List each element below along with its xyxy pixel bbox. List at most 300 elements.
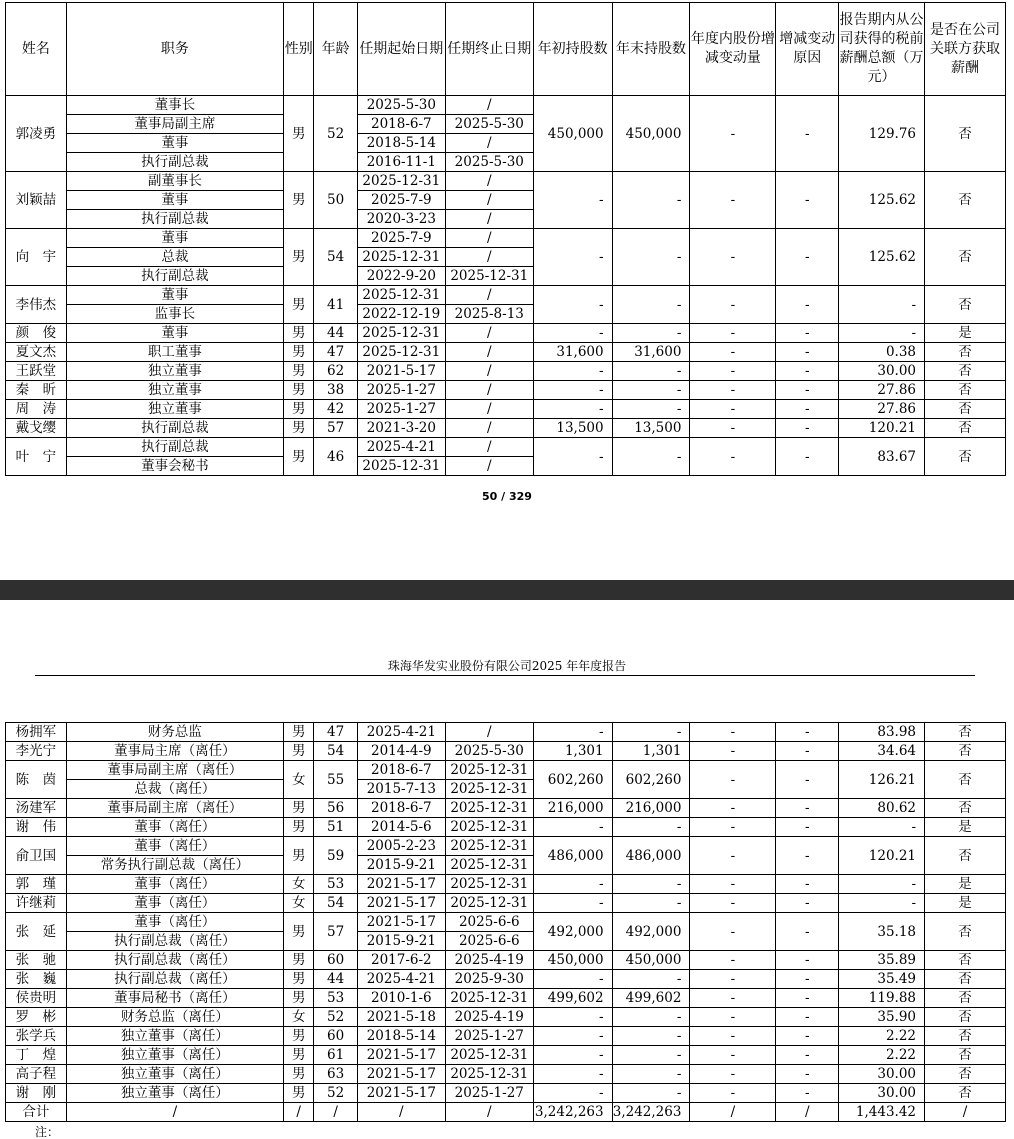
total-related: /: [925, 1103, 1006, 1122]
gender-cell: 男: [284, 1065, 314, 1084]
term-start-date: 2025-12-31: [357, 248, 445, 267]
gender-cell: 男: [284, 362, 314, 381]
end-shares-cell: -: [612, 875, 690, 894]
table-header-row: [6, 3, 1006, 96]
person-name: 张 巍: [6, 970, 67, 989]
change-reason-cell: -: [776, 875, 839, 894]
start-shares-cell: -: [533, 324, 612, 343]
table-row: [6, 837, 1006, 856]
share-change-cell: -: [690, 818, 776, 837]
end-shares-cell: -: [612, 818, 690, 837]
term-end-date: /: [445, 343, 533, 362]
term-start-date: 2014-4-9: [357, 742, 445, 761]
change-reason-cell: -: [776, 723, 839, 742]
gender-cell: 女: [284, 894, 314, 913]
start-shares-cell: -: [533, 438, 612, 476]
term-start-date: 2025-4-21: [357, 438, 445, 457]
gender-cell: 男: [284, 400, 314, 419]
age-cell: 54: [314, 894, 357, 913]
person-name: 杨拥军: [6, 723, 67, 742]
age-cell: 57: [314, 913, 357, 951]
role-title: 独立董事（离任）: [66, 1084, 283, 1103]
change-reason-cell: -: [776, 970, 839, 989]
gender-cell: 男: [284, 989, 314, 1008]
footnote: 注：: [35, 1125, 60, 1139]
related-salary-cell: 否: [925, 951, 1006, 970]
person-name: 周 涛: [6, 400, 67, 419]
col-header-gender: 性别: [284, 3, 314, 96]
gender-cell: 男: [284, 799, 314, 818]
change-reason-cell: -: [776, 438, 839, 476]
term-end-date: /: [445, 286, 533, 305]
table-row: [6, 875, 1006, 894]
change-reason-cell: -: [776, 913, 839, 951]
term-start-date: 2021-5-17: [357, 913, 445, 932]
share-change-cell: -: [690, 438, 776, 476]
page-gap: [0, 580, 1014, 600]
share-change-cell: -: [690, 1065, 776, 1084]
role-title: 董事: [66, 229, 283, 248]
age-cell: 52: [314, 1008, 357, 1027]
start-shares-cell: -: [533, 818, 612, 837]
person-name: 秦 昕: [6, 381, 67, 400]
term-end-date: 2025-5-30: [445, 742, 533, 761]
term-end-date: /: [445, 191, 533, 210]
share-change-cell: -: [690, 761, 776, 799]
person-name: 李光宁: [6, 742, 67, 761]
age-cell: 46: [314, 438, 357, 476]
change-reason-cell: -: [776, 96, 839, 172]
table-row: [6, 951, 1006, 970]
start-shares-cell: -: [533, 1046, 612, 1065]
related-salary-cell: 否: [925, 837, 1006, 875]
term-end-date: 2025-9-30: [445, 970, 533, 989]
share-change-cell: -: [690, 286, 776, 324]
person-name: 丁 煌: [6, 1046, 67, 1065]
table-row: [6, 818, 1006, 837]
term-start-date: 2021-5-17: [357, 1046, 445, 1065]
end-shares-cell: -: [612, 1046, 690, 1065]
change-reason-cell: -: [776, 989, 839, 1008]
person-name: 张 延: [6, 913, 67, 951]
share-change-cell: -: [690, 742, 776, 761]
gender-cell: 男: [284, 438, 314, 476]
role-title: 董事局副主席（离任）: [66, 799, 283, 818]
end-shares-cell: -: [612, 1027, 690, 1046]
age-cell: 44: [314, 324, 357, 343]
end-shares-cell: -: [612, 400, 690, 419]
person-name: 叶 宁: [6, 438, 67, 476]
role-title: 执行副总裁: [66, 438, 283, 457]
gender-cell: 男: [284, 229, 314, 286]
person-name: 谢 伟: [6, 818, 67, 837]
age-cell: 51: [314, 818, 357, 837]
role-title: 常务执行副总裁（离任）: [66, 856, 283, 875]
end-shares-cell: -: [612, 324, 690, 343]
gender-cell: 男: [284, 970, 314, 989]
role-title: 董事局主席（离任）: [66, 742, 283, 761]
role-title: 总裁: [66, 248, 283, 267]
table-row: [6, 343, 1006, 362]
term-start-date: 2021-5-17: [357, 1084, 445, 1103]
role-title: 职工董事: [66, 343, 283, 362]
table-row: [6, 1084, 1006, 1103]
end-shares-cell: -: [612, 1065, 690, 1084]
person-name: 张学兵: [6, 1027, 67, 1046]
table-row: [6, 913, 1006, 932]
related-salary-cell: 否: [925, 438, 1006, 476]
gender-cell: 男: [284, 951, 314, 970]
share-change-cell: -: [690, 96, 776, 172]
col-header-related-salary: 是否在公司关联方获取薪酬: [925, 3, 1006, 96]
related-salary-cell: 否: [925, 913, 1006, 951]
related-salary-cell: 否: [925, 723, 1006, 742]
related-salary-cell: 否: [925, 970, 1006, 989]
total-label: 合计: [6, 1103, 67, 1122]
salary-cell: 35.49: [839, 970, 925, 989]
col-header-name: 姓名: [6, 3, 67, 96]
role-title: 执行副总裁: [66, 267, 283, 286]
change-reason-cell: -: [776, 400, 839, 419]
start-shares-cell: 499,602: [533, 989, 612, 1008]
end-shares-cell: 450,000: [612, 96, 690, 172]
term-start-date: 2018-6-7: [357, 761, 445, 780]
related-salary-cell: 否: [925, 400, 1006, 419]
term-end-date: /: [445, 96, 533, 115]
start-shares-cell: 1,301: [533, 742, 612, 761]
term-start-date: 2025-12-31: [357, 457, 445, 476]
salary-cell: 27.86: [839, 400, 925, 419]
change-reason-cell: -: [776, 324, 839, 343]
salary-cell: 129.76: [839, 96, 925, 172]
end-shares-cell: -: [612, 894, 690, 913]
report-page-51: [0, 600, 1014, 1139]
person-name: 俞卫国: [6, 837, 67, 875]
start-shares-cell: -: [533, 894, 612, 913]
table-row: [6, 989, 1006, 1008]
start-shares-cell: 602,260: [533, 761, 612, 799]
change-reason-cell: -: [776, 362, 839, 381]
related-salary-cell: 否: [925, 96, 1006, 172]
share-change-cell: -: [690, 362, 776, 381]
salary-cell: 0.38: [839, 343, 925, 362]
gender-cell: 男: [284, 419, 314, 438]
col-header-start-date: 任期起始日期: [357, 3, 445, 96]
age-cell: 63: [314, 1065, 357, 1084]
term-start-date: 2025-12-31: [357, 286, 445, 305]
person-name: 王跃堂: [6, 362, 67, 381]
related-salary-cell: 否: [925, 343, 1006, 362]
term-start-date: 2014-5-6: [357, 818, 445, 837]
age-cell: 50: [314, 172, 357, 229]
start-shares-cell: -: [533, 362, 612, 381]
table-row: [6, 970, 1006, 989]
total-reason: /: [776, 1103, 839, 1122]
page-number: 50 / 329: [482, 490, 532, 503]
salary-cell: 80.62: [839, 799, 925, 818]
salary-cell: 2.22: [839, 1027, 925, 1046]
term-start-date: 2021-5-17: [357, 894, 445, 913]
salary-cell: 119.88: [839, 989, 925, 1008]
start-shares-cell: 450,000: [533, 951, 612, 970]
term-end-date: /: [445, 134, 533, 153]
share-change-cell: -: [690, 723, 776, 742]
gender-cell: 男: [284, 1046, 314, 1065]
table-row: [6, 723, 1006, 742]
age-cell: 52: [314, 96, 357, 172]
gender-cell: 男: [284, 172, 314, 229]
person-name: 侯贵明: [6, 989, 67, 1008]
term-end-date: /: [445, 362, 533, 381]
role-title: 董事（离任）: [66, 894, 283, 913]
end-shares-cell: -: [612, 723, 690, 742]
salary-cell: 30.00: [839, 362, 925, 381]
table-row: [6, 438, 1006, 457]
share-change-cell: -: [690, 875, 776, 894]
end-shares-cell: -: [612, 1084, 690, 1103]
start-shares-cell: -: [533, 229, 612, 286]
role-title: 董事（离任）: [66, 837, 283, 856]
gender-cell: 男: [284, 381, 314, 400]
salary-cell: 2.22: [839, 1046, 925, 1065]
related-salary-cell: 否: [925, 761, 1006, 799]
term-start-date: 2025-12-31: [357, 343, 445, 362]
share-change-cell: -: [690, 400, 776, 419]
person-name: 颜 俊: [6, 324, 67, 343]
total-end-shares: 3,242,263: [612, 1103, 690, 1122]
term-start-date: 2022-9-20: [357, 267, 445, 286]
start-shares-cell: 486,000: [533, 837, 612, 875]
change-reason-cell: -: [776, 837, 839, 875]
start-shares-cell: -: [533, 1008, 612, 1027]
role-title: 董事（离任）: [66, 875, 283, 894]
share-change-cell: -: [690, 799, 776, 818]
term-end-date: 2025-12-31: [445, 799, 533, 818]
related-salary-cell: 否: [925, 742, 1006, 761]
start-shares-cell: -: [533, 400, 612, 419]
report-header: 珠海华发实业股份有限公司2025 年年度报告: [387, 659, 627, 673]
term-start-date: 2025-4-21: [357, 970, 445, 989]
term-start-date: 2018-5-14: [357, 1027, 445, 1046]
role-title: 董事长: [66, 96, 283, 115]
director-salary-table-part2: [5, 722, 1006, 1122]
term-end-date: 2025-8-13: [445, 305, 533, 324]
term-end-date: /: [445, 419, 533, 438]
gender-cell: 女: [284, 1008, 314, 1027]
term-end-date: 2025-4-19: [445, 951, 533, 970]
change-reason-cell: -: [776, 1008, 839, 1027]
term-start-date: 2018-5-14: [357, 134, 445, 153]
person-name: 夏文杰: [6, 343, 67, 362]
term-start-date: 2025-7-9: [357, 191, 445, 210]
age-cell: 54: [314, 742, 357, 761]
share-change-cell: -: [690, 172, 776, 229]
term-start-date: 2018-6-7: [357, 799, 445, 818]
change-reason-cell: -: [776, 1046, 839, 1065]
end-shares-cell: 1,301: [612, 742, 690, 761]
salary-cell: 34.64: [839, 742, 925, 761]
term-start-date: 2025-5-30: [357, 96, 445, 115]
change-reason-cell: -: [776, 229, 839, 286]
share-change-cell: -: [690, 381, 776, 400]
age-cell: 61: [314, 1046, 357, 1065]
term-start-date: 2015-9-21: [357, 932, 445, 951]
related-salary-cell: 是: [925, 818, 1006, 837]
term-start-date: 2025-7-9: [357, 229, 445, 248]
related-salary-cell: 否: [925, 989, 1006, 1008]
total-age: /: [314, 1103, 357, 1122]
end-shares-cell: -: [612, 172, 690, 229]
role-title: 独立董事（离任）: [66, 1065, 283, 1084]
end-shares-cell: 31,600: [612, 343, 690, 362]
change-reason-cell: -: [776, 1084, 839, 1103]
term-start-date: 2020-3-23: [357, 210, 445, 229]
term-start-date: 2018-6-7: [357, 115, 445, 134]
age-cell: 42: [314, 400, 357, 419]
table-row: [6, 286, 1006, 305]
term-end-date: /: [445, 324, 533, 343]
col-header-age: 年龄: [314, 3, 357, 96]
role-title: 独立董事: [66, 362, 283, 381]
term-end-date: 2025-12-31: [445, 761, 533, 780]
change-reason-cell: -: [776, 286, 839, 324]
role-title: 董事: [66, 191, 283, 210]
term-end-date: /: [445, 248, 533, 267]
salary-cell: 126.21: [839, 761, 925, 799]
end-shares-cell: 13,500: [612, 419, 690, 438]
share-change-cell: -: [690, 1084, 776, 1103]
term-start-date: 2005-2-23: [357, 837, 445, 856]
salary-cell: 125.62: [839, 172, 925, 229]
role-title: 董事（离任）: [66, 913, 283, 932]
related-salary-cell: 否: [925, 1065, 1006, 1084]
term-start-date: 2025-12-31: [357, 324, 445, 343]
start-shares-cell: -: [533, 1027, 612, 1046]
share-change-cell: -: [690, 324, 776, 343]
age-cell: 53: [314, 989, 357, 1008]
related-salary-cell: 否: [925, 229, 1006, 286]
gender-cell: 男: [284, 324, 314, 343]
change-reason-cell: -: [776, 951, 839, 970]
end-shares-cell: -: [612, 381, 690, 400]
table-row: [6, 742, 1006, 761]
term-end-date: 2025-12-31: [445, 267, 533, 286]
age-cell: 62: [314, 362, 357, 381]
change-reason-cell: -: [776, 761, 839, 799]
end-shares-cell: 486,000: [612, 837, 690, 875]
term-end-date: 2025-12-31: [445, 1065, 533, 1084]
role-title: 执行副总裁: [66, 419, 283, 438]
start-shares-cell: -: [533, 172, 612, 229]
share-change-cell: -: [690, 837, 776, 875]
term-end-date: 2025-4-19: [445, 1008, 533, 1027]
col-header-title: 职务: [66, 3, 283, 96]
total-gender: /: [284, 1103, 314, 1122]
start-shares-cell: 13,500: [533, 419, 612, 438]
term-end-date: /: [445, 229, 533, 248]
term-start-date: 2010-1-6: [357, 989, 445, 1008]
table-row: [6, 362, 1006, 381]
salary-cell: -: [839, 324, 925, 343]
term-start-date: 2025-4-21: [357, 723, 445, 742]
term-end-date: 2025-6-6: [445, 932, 533, 951]
age-cell: 47: [314, 723, 357, 742]
gender-cell: 男: [284, 818, 314, 837]
total-start: /: [357, 1103, 445, 1122]
term-end-date: 2025-12-31: [445, 894, 533, 913]
term-end-date: 2025-12-31: [445, 837, 533, 856]
person-name: 谢 刚: [6, 1084, 67, 1103]
salary-cell: 83.67: [839, 438, 925, 476]
change-reason-cell: -: [776, 894, 839, 913]
person-name: 陈 茵: [6, 761, 67, 799]
change-reason-cell: -: [776, 172, 839, 229]
table-row: [6, 324, 1006, 343]
share-change-cell: -: [690, 989, 776, 1008]
age-cell: 44: [314, 970, 357, 989]
age-cell: 52: [314, 1084, 357, 1103]
role-title: 董事: [66, 324, 283, 343]
salary-cell: 120.21: [839, 837, 925, 875]
role-title: 执行副总裁: [66, 210, 283, 229]
term-start-date: 2017-6-2: [357, 951, 445, 970]
role-title: 董事（离任）: [66, 818, 283, 837]
salary-cell: -: [839, 286, 925, 324]
start-shares-cell: 216,000: [533, 799, 612, 818]
salary-cell: 27.86: [839, 381, 925, 400]
role-title: 董事会秘书: [66, 457, 283, 476]
role-title: 总裁（离任）: [66, 780, 283, 799]
end-shares-cell: -: [612, 286, 690, 324]
related-salary-cell: 否: [925, 286, 1006, 324]
salary-cell: -: [839, 818, 925, 837]
salary-cell: -: [839, 894, 925, 913]
role-title: 监事长: [66, 305, 283, 324]
term-end-date: 2025-1-27: [445, 1027, 533, 1046]
term-end-date: 2025-12-31: [445, 818, 533, 837]
col-header-end-date: 任期终止日期: [445, 3, 533, 96]
total-start-shares: 3,242,263: [533, 1103, 612, 1122]
change-reason-cell: -: [776, 742, 839, 761]
share-change-cell: -: [690, 1008, 776, 1027]
end-shares-cell: -: [612, 362, 690, 381]
end-shares-cell: -: [612, 1008, 690, 1027]
change-reason-cell: -: [776, 343, 839, 362]
share-change-cell: -: [690, 913, 776, 951]
gender-cell: 男: [284, 96, 314, 172]
term-end-date: /: [445, 381, 533, 400]
change-reason-cell: -: [776, 1027, 839, 1046]
end-shares-cell: 499,602: [612, 989, 690, 1008]
age-cell: 54: [314, 229, 357, 286]
term-end-date: /: [445, 438, 533, 457]
role-title: 执行副总裁（离任）: [66, 951, 283, 970]
term-start-date: 2022-12-19: [357, 305, 445, 324]
person-name: 高子程: [6, 1065, 67, 1084]
start-shares-cell: -: [533, 1065, 612, 1084]
age-cell: 60: [314, 951, 357, 970]
col-header-end-shares: 年末持股数: [612, 3, 690, 96]
term-start-date: 2025-12-31: [357, 172, 445, 191]
start-shares-cell: -: [533, 970, 612, 989]
term-start-date: 2021-5-18: [357, 1008, 445, 1027]
gender-cell: 男: [284, 1084, 314, 1103]
role-title: 财务总监: [66, 723, 283, 742]
gender-cell: 男: [284, 723, 314, 742]
end-shares-cell: 602,260: [612, 761, 690, 799]
term-end-date: /: [445, 723, 533, 742]
share-change-cell: -: [690, 894, 776, 913]
